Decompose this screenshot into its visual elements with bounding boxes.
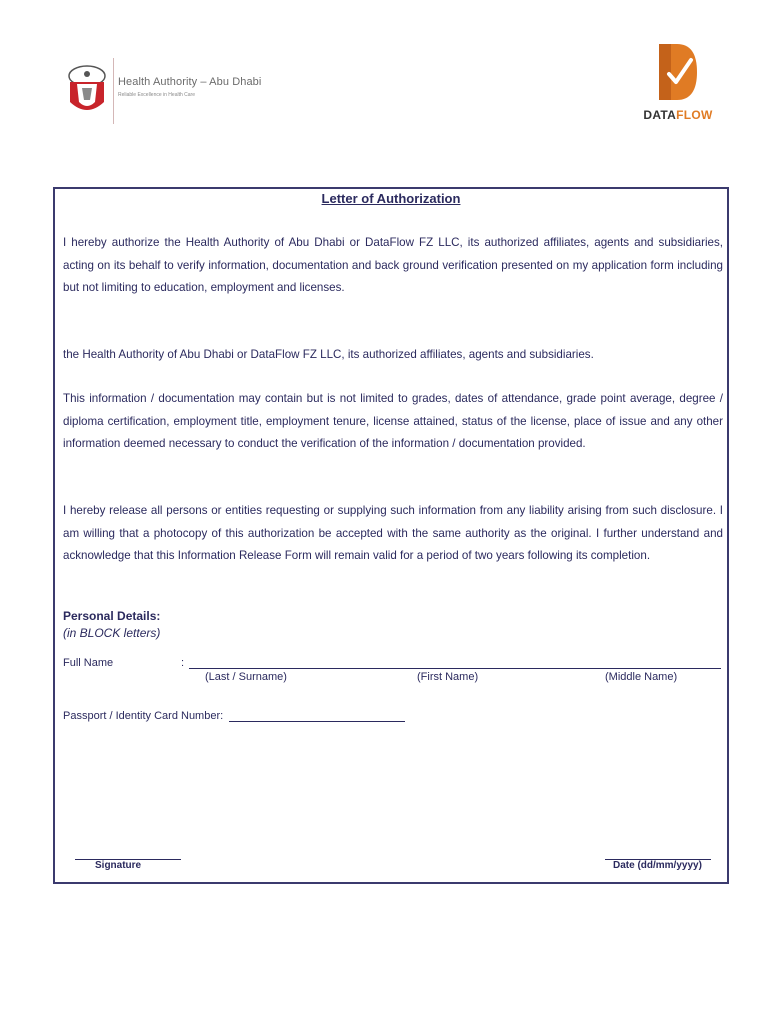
dataflow-wordmark-flow: FLOW [676, 108, 713, 122]
dataflow-checkmark-icon [657, 42, 699, 102]
haad-title: Health Authority – Abu Dhabi [118, 76, 262, 88]
date-label: Date (dd/mm/yyyy) [613, 860, 702, 871]
dataflow-wordmark-data: DATA [643, 108, 677, 122]
letter-title: Letter of Authorization [321, 191, 461, 206]
middle-name-sublabel: (Middle Name) [605, 671, 678, 683]
full-name-field[interactable] [189, 668, 721, 669]
dataflow-wordmark [640, 108, 716, 122]
block-letters-note: (in BLOCK letters) [63, 626, 161, 640]
passport-label: Passport / Identity Card Number: [63, 710, 224, 722]
full-name-colon: : [181, 657, 185, 669]
paragraph-affiliates: the Health Authority of Abu Dhabi or DataFlow FZ LLC, its authorized affiliates, agents and subsidiaries. [63, 348, 594, 361]
dataflow-logo [640, 42, 716, 124]
personal-details-heading: Personal Details: [63, 609, 161, 623]
authorization-letter [53, 187, 729, 884]
signature-label: Signature [95, 860, 142, 871]
logo-divider [113, 58, 114, 124]
paragraph-authorization: I hereby authorize the Health Authority of Abu Dhabi or DataFlow FZ LLC, its authorized affiliates, agents and subsidiaries, acting on its behalf to verify information, documentation and back ground verification presented on my application form including but not limiting to education, employment and licenses. [63, 236, 723, 294]
falcon-emblem-icon [62, 62, 112, 120]
paragraph-information-scope: This information / documentation may contain but is not limited to grades, dates of attendance, grade point average, degree / diploma certification, employment title, employment tenure, license attained, status of the license, place of issue and any other information deemed necessary to conduct the verification of the information / documentation provided. [63, 392, 723, 450]
haad-logo [62, 58, 262, 126]
first-name-sublabel: (First Name) [417, 671, 479, 683]
haad-tagline: Reliable Excellence in Health Care [118, 92, 195, 98]
passport-number-field[interactable] [229, 721, 405, 722]
last-name-sublabel: (Last / Surname) [205, 671, 287, 683]
full-name-label: Full Name [63, 657, 114, 669]
paragraph-release: I hereby release all persons or entities requesting or supplying such information from any liability arising from such disclosure. I am willing that a photocopy of this authorization be accepted with the same authority as the original. I further understand and acknowledge that this Information Release Form will remain valid for a period of two years following its completion. [63, 504, 723, 562]
